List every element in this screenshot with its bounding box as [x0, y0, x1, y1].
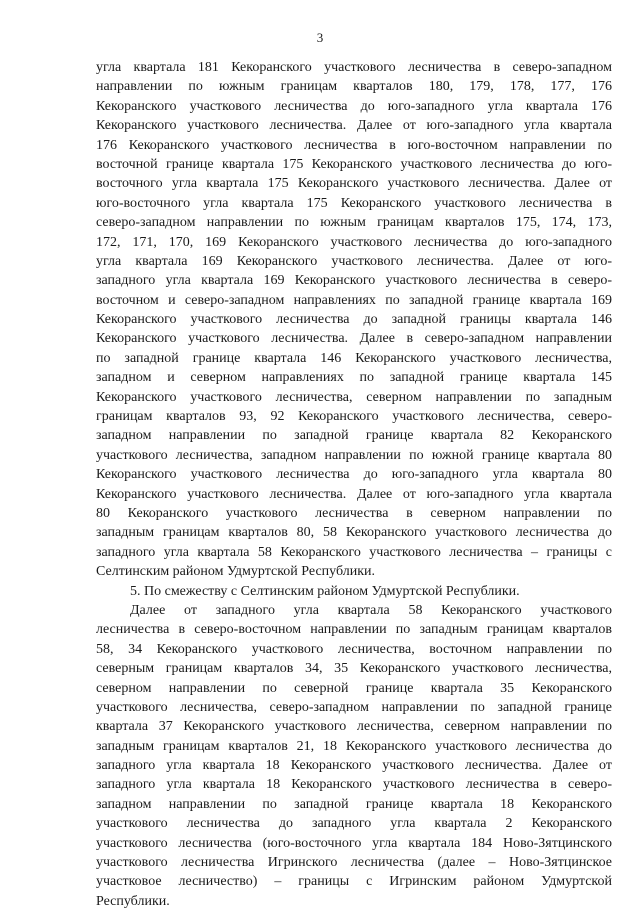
text-line: Селтинским районом Удмуртской Республики.	[96, 564, 376, 580]
text-line: участкового лесничества Игринского лесничества (далее – Ново-Зятцинское	[96, 855, 612, 871]
text-line: по западной границе квартала 146 Кекоранского участкового лесничества,	[96, 350, 612, 366]
text-line: северным границам кварталов 34, 35 Кекоранского участкового лесничества,	[96, 661, 612, 677]
text-line: восточного угла квартала 175 Кекоранского участкового лесничества. Далее от	[96, 176, 612, 192]
text-line: участкового лесничества, северо-западном направлении по западной границе	[96, 699, 612, 715]
text-line: направлении по южным границам кварталов 180, 179, 178, 177, 176	[96, 79, 612, 95]
text-line: 80 Кекоранского участкового лесничества в северном направлении по	[96, 505, 612, 521]
text-line: западном направлении по западной границе квартала 18 Кекоранского	[96, 796, 612, 812]
text-line: Кекоранского участкового лесничества до юго-западного угла квартала 176	[96, 98, 612, 114]
document-body	[96, 58, 612, 911]
text-line: 58, 34 Кекоранского участкового лесничества, восточном направлении по	[96, 641, 612, 657]
text-line: 172, 171, 170, 169 Кекоранского участкового лесничества до юго-западного	[96, 234, 612, 250]
text-line: участкового лесничества (юго-восточного угла квартала 184 Ново-Зятцинского	[96, 835, 612, 851]
section-heading	[96, 582, 612, 601]
text-line: участкового лесничества, западном направлении по южной границе квартала 80	[96, 447, 612, 463]
text-line: лесничества в северо-восточном направлении по западным границам кварталов	[96, 622, 612, 638]
section-heading-text: 5. По смежеству с Селтинским районом Удмуртской Республики.	[130, 583, 520, 599]
text-line: западного угла квартала 169 Кекоранского участкового лесничества в северо-	[96, 273, 612, 289]
text-line: участковое лесничество) – границы с Игринским районом Удмуртской	[96, 874, 612, 890]
text-line: Кекоранского участкового лесничества. Далее в северо-западном направлении	[96, 331, 612, 347]
text-line: западным границам кварталов 80, 58 Кекоранского участкового лесничества до	[96, 525, 612, 541]
page-number: 3	[316, 30, 324, 45]
text-line: Кекоранского участкового лесничества. Далее от юго-западного угла квартала	[96, 486, 612, 502]
text-line: восточной границе квартала 175 Кекоранского участкового лесничества до юго-	[96, 156, 612, 172]
text-line: участкового лесничества до западного угла квартала 2 Кекоранского	[96, 816, 612, 832]
text-line: Кекоранского участкового лесничества до юго-западного угла квартала 80	[96, 467, 612, 483]
paragraph	[96, 601, 612, 911]
text-line: Республики.	[96, 893, 170, 909]
text-line: западным границам кварталов 21, 18 Кекоранского участкового лесничества до	[96, 738, 612, 754]
text-line: юго-восточного угла квартала 175 Кекоранского участкового лесничества в	[96, 195, 612, 211]
paragraph-continuation	[96, 58, 612, 582]
text-line: угла квартала 181 Кекоранского участкового лесничества в северо-западном	[96, 60, 612, 75]
text-line: Кекоранского участкового лесничества до западной границы квартала 146	[96, 312, 612, 328]
text-line: Кекоранского участкового лесничества, северном направлении по западным	[96, 389, 612, 405]
text-line: западного угла квартала 58 Кекоранского участкового лесничества – границы с	[96, 544, 612, 560]
text-line: западного угла квартала 18 Кекоранского участкового лесничества. Далее от	[96, 758, 612, 774]
text-line: Далее от западного угла квартала 58 Кекоранского участкового	[130, 602, 612, 618]
text-line: западного угла квартала 18 Кекоранского участкового лесничества в северо-	[96, 777, 612, 793]
text-line: северном направлении по северной границе квартала 35 Кекоранского	[96, 680, 612, 696]
text-line: 176 Кекоранского участкового лесничества в юго-восточном направлении по	[96, 137, 612, 153]
text-line: квартала 37 Кекоранского участкового лесничества, северном направлении по	[96, 719, 612, 735]
text-line: восточном и северо-западном направлениях по западной границе квартала 169	[96, 292, 612, 308]
text-line: западном направлении по западной границе квартала 82 Кекоранского	[96, 428, 612, 444]
text-line: границам кварталов 93, 92 Кекоранского участкового лесничества, северо-	[96, 409, 612, 425]
text-line: северо-западном направлении по южным границам кварталов 175, 174, 173,	[96, 215, 612, 231]
text-line: угла квартала 169 Кекоранского участкового лесничества. Далее от юго-	[96, 253, 612, 269]
text-line: западном и северном направлениях по западной границе квартала 145	[96, 370, 612, 386]
text-line: Кекоранского участкового лесничества. Далее от юго-западного угла квартала	[96, 118, 612, 134]
